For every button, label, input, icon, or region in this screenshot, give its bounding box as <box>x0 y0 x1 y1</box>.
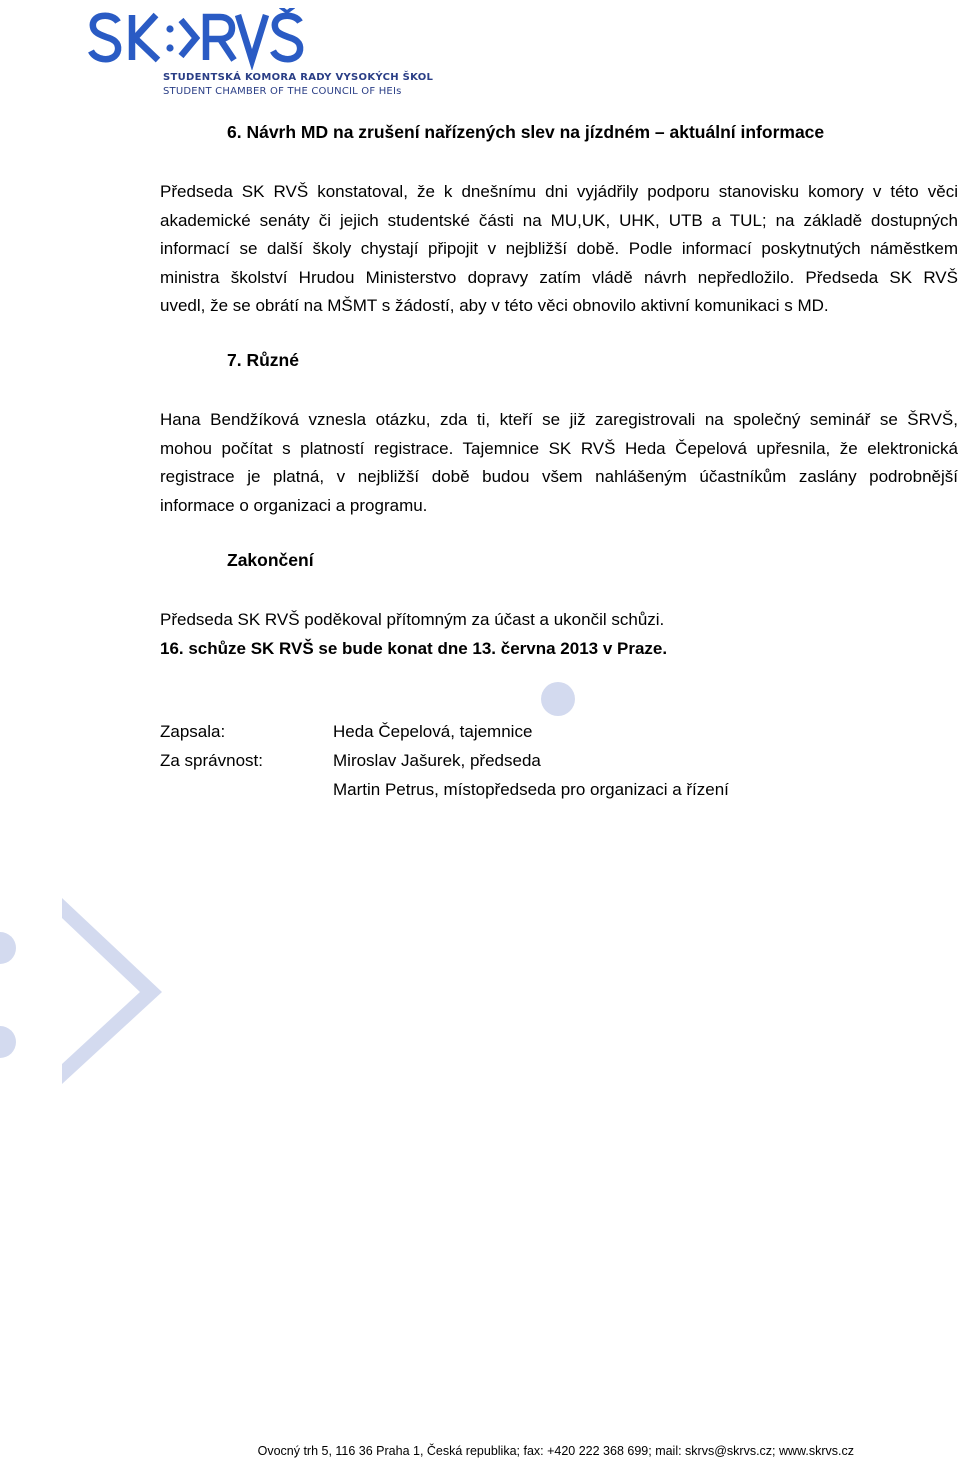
paragraph-line: akademické senáty či jejich studentské části na MU,UK, UHK, UTB a TUL; na základě dostupných <box>160 210 958 230</box>
paragraph-line: informace o organizaci a programu. <box>160 495 428 515</box>
closing-heading: Zakončení <box>227 550 314 570</box>
skrvs-logo <box>88 8 434 98</box>
closing-line-thanks: Předseda SK RVŠ poděkoval přítomným za účast a ukončil schůzi. <box>160 610 665 629</box>
footer-contact: Ovocný trh 5, 116 36 Praha 1, Česká republika; fax: +420 222 368 699; mail: skrvs@skrvs.cz; www.skrvs.cz <box>257 1444 854 1458</box>
paragraph-line: informací se další školy chystají připojit v nejbližší době. Podle informací poskytnutých náměstkem <box>160 239 958 259</box>
paragraph-line: uvedl, že se obrátí na MŠMT s žádostí, aby v této věci obnovilo aktivní komunikaci s MD. <box>160 296 829 316</box>
verified-by-name-2: Martin Petrus, místopředseda pro organizaci a řízení <box>333 780 729 799</box>
paragraph-line: Předseda SK RVŠ konstatoval, že k dnešnímu dni vyjádřily podporu stanovisku komory v této věci <box>160 182 958 201</box>
watermark-chevron-icon <box>0 896 170 1088</box>
skrvs-logo-mark-icon <box>88 8 308 70</box>
verified-by-label: Za správnost: <box>160 751 263 770</box>
logo-subtitle-cz: STUDENTSKÁ KOMORA RADY VYSOKÝCH ŠKOL <box>163 72 434 83</box>
decorative-dot-icon <box>541 682 575 716</box>
closing-text <box>160 606 958 663</box>
section-7-heading: 7. Různé <box>227 350 299 370</box>
logo-subtitle-en: STUDENT CHAMBER OF THE COUNCIL OF HEIs <box>163 86 402 97</box>
paragraph-line: Hana Bendžíková vznesla otázku, zda ti, kteří se již zaregistrovali na společný seminář se ŠRVŠ, <box>160 410 958 429</box>
section-6-heading: 6. Návrh MD na zrušení nařízených slev na jízdném – aktuální informace <box>227 122 825 142</box>
paragraph-line: mohou počítat s platností registrace. Tajemnice SK RVŠ Heda Čepelová upřesnila, že elektronická <box>160 438 958 458</box>
section-7-paragraph <box>160 406 958 520</box>
closing-line-next-meeting: 16. schůze SK RVŠ se bude konat dne 13. června 2013 v Praze. <box>160 638 668 658</box>
paragraph-line: registrace je platná, v nejbližší době budou všem nahlášeným účastníkům zaslány podrobnější <box>160 467 958 487</box>
paragraph-line: ministra školství Hrudou Ministerstvo dopravy zatím vládě návrh nepředložilo. Předseda SK RVŠ <box>160 267 958 287</box>
verified-by-name-1: Miroslav Jašurek, předseda <box>333 751 541 770</box>
section-6-paragraph <box>160 178 958 321</box>
recorded-by-label: Zapsala: <box>160 722 226 741</box>
recorded-by-name: Heda Čepelová, tajemnice <box>333 722 533 741</box>
